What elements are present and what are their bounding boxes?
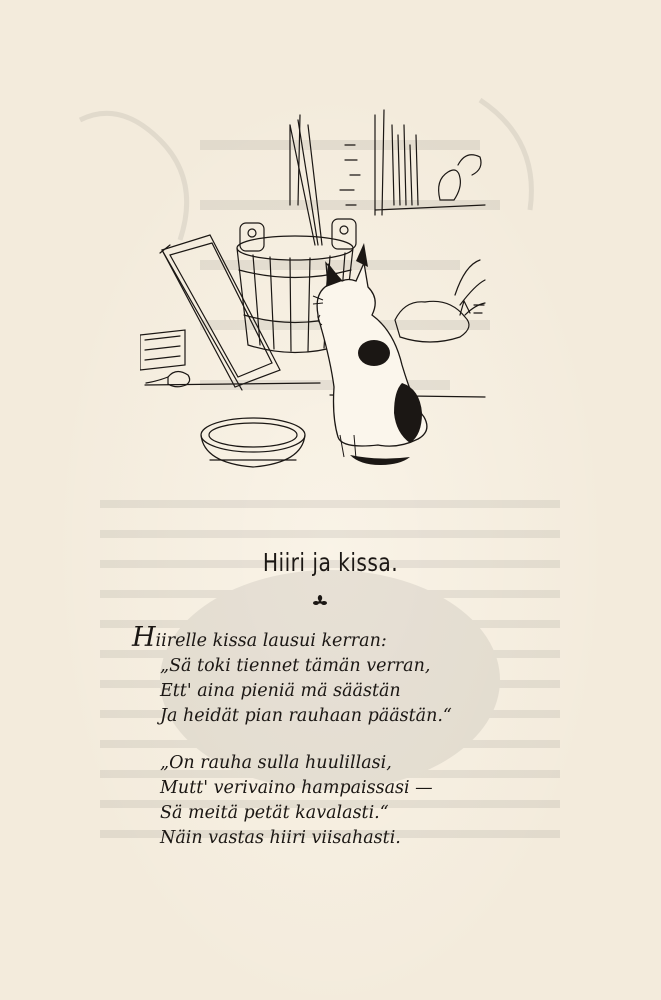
stanza-2 xyxy=(132,751,552,851)
poem-line: Ja heidät pian rauhaan päästän.“ xyxy=(160,706,452,726)
stanza-1 xyxy=(132,622,552,729)
poem-line: Mutt' verivaino hampaissasi — xyxy=(160,778,433,798)
poem-text xyxy=(132,622,552,851)
poem-line: Näin vastas hiiri viisahasti. xyxy=(160,828,401,848)
poem-line: „Sä toki tiennet tämän verran, xyxy=(160,656,431,676)
cat-and-bucket-illustration xyxy=(140,105,490,495)
initial-letter: H xyxy=(132,622,156,653)
floral-ornament-icon xyxy=(312,594,328,608)
poem-line-text: iirelle kissa lausui kerran: xyxy=(155,631,387,651)
poem-line: Ett' aina pieniä mä säästän xyxy=(160,681,401,701)
poem-line: „On rauha sulla huulillasi, xyxy=(160,753,392,773)
poem-title: Hiiri ja kissa. xyxy=(262,548,399,577)
poem-line: Sä meitä petät kavalasti.“ xyxy=(160,803,389,823)
poem-line xyxy=(132,622,552,654)
